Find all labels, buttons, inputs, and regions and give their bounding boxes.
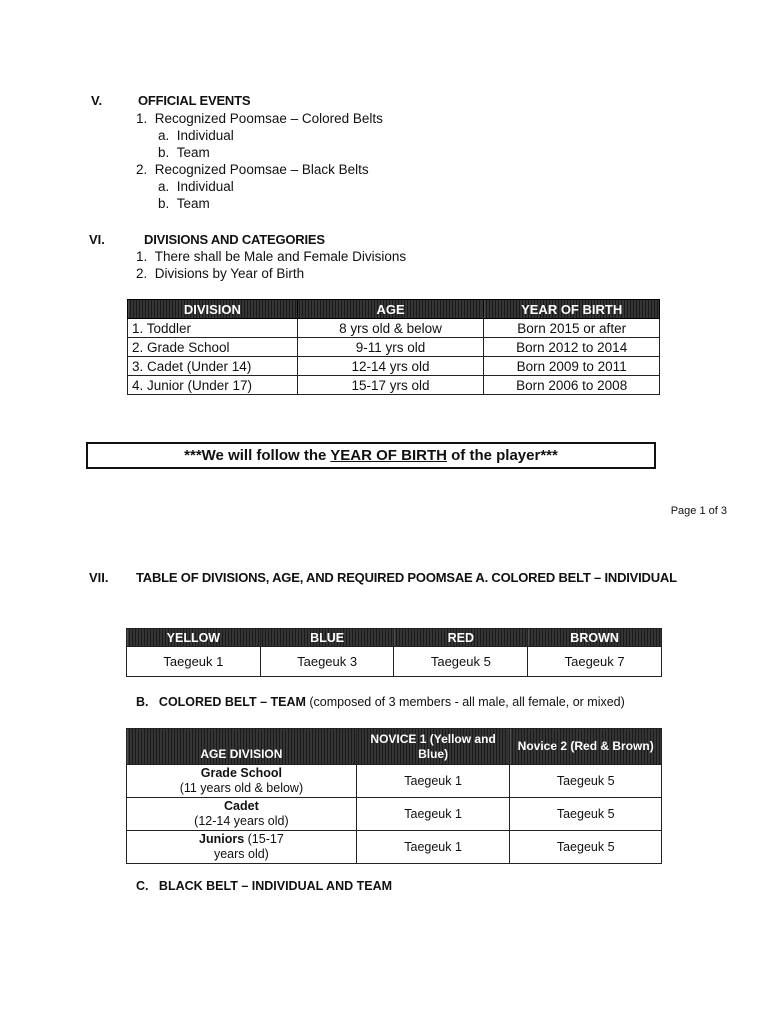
table-cell: 9-11 yrs old	[297, 338, 484, 357]
table-cell: Taegeuk 7	[528, 647, 662, 677]
table-header-row	[128, 300, 660, 319]
column-header: RED	[394, 629, 528, 647]
section-vii-title: TABLE OF DIVISIONS, AGE, AND REQUIRED POOMSAE A. COLORED BELT – INDIVIDUAL	[136, 570, 677, 585]
black-heading-label: C.	[136, 879, 149, 893]
table-row	[127, 798, 662, 831]
list-item: b. Team	[158, 145, 210, 160]
division-age: (12-14 years old)	[194, 814, 289, 828]
table-cell: 15-17 yrs old	[297, 376, 484, 395]
notice-suffix: of the player***	[446, 447, 558, 464]
column-header: BLUE	[260, 629, 394, 647]
list-item: a. Individual	[158, 179, 234, 194]
table-cell: Taegeuk 1	[356, 831, 510, 864]
table-cell: Born 2006 to 2008	[484, 376, 660, 395]
list-item: 1. Recognized Poomsae – Colored Belts	[136, 111, 383, 126]
division-age: (11 years old & below)	[179, 781, 304, 795]
year-of-birth-notice	[86, 442, 656, 469]
notice-emphasis: YEAR OF BIRTH	[330, 447, 447, 464]
list-item: b. Team	[158, 196, 210, 211]
table-cell: 12-14 yrs old	[297, 357, 484, 376]
table-cell: 8 yrs old & below	[297, 319, 484, 338]
list-item: 2. Divisions by Year of Birth	[136, 266, 305, 281]
table-row	[128, 319, 660, 338]
section-v-number: V.	[91, 93, 103, 108]
page-number: Page 1 of 3	[670, 505, 727, 517]
table-cell: Taegeuk 1	[356, 798, 510, 831]
table-cell: 3. Cadet (Under 14)	[128, 357, 298, 376]
section-vi-number: VI.	[89, 232, 105, 247]
divisions-table	[127, 299, 660, 395]
table-row	[128, 357, 660, 376]
column-header: DIVISION	[128, 300, 298, 319]
team-heading-label: B.	[136, 695, 149, 709]
column-header: NOVICE 1 (Yellow and Blue)	[356, 729, 510, 765]
table-cell: 2. Grade School	[128, 338, 298, 357]
division-name: Cadet	[224, 799, 259, 813]
column-header: AGE	[297, 300, 484, 319]
division-name: Grade School	[200, 766, 283, 780]
column-header: YELLOW	[127, 629, 261, 647]
table-row	[127, 647, 662, 677]
table-cell: Taegeuk 1	[356, 765, 510, 798]
table-cell: Born 2012 to 2014	[484, 338, 660, 357]
column-header: Novice 2 (Red & Brown)	[510, 729, 662, 765]
table-cell: 4. Junior (Under 17)	[128, 376, 298, 395]
list-item: 1. There shall be Male and Female Divisions	[136, 249, 407, 264]
table-row	[127, 765, 662, 798]
division-age: (15-17 years old)	[213, 832, 284, 861]
section-vi-title: DIVISIONS AND CATEGORIES	[144, 232, 325, 247]
team-heading-note: (composed of 3 members - all male, all female, or mixed)	[305, 695, 625, 709]
table-cell: Taegeuk 5	[394, 647, 528, 677]
table-header-row	[127, 629, 662, 647]
section-vii-number: VII.	[89, 570, 109, 585]
column-header: AGE DIVISION	[127, 729, 357, 765]
section-v-title: OFFICIAL EVENTS	[138, 93, 251, 108]
notice-prefix: ***We will follow the	[184, 447, 331, 464]
table-cell: Taegeuk 5	[510, 798, 662, 831]
table-header-row	[127, 729, 662, 765]
table-cell: Born 2015 or after	[484, 319, 660, 338]
table-cell: Taegeuk 3	[260, 647, 394, 677]
column-header: YEAR OF BIRTH	[484, 300, 660, 319]
list-item: a. Individual	[158, 128, 234, 143]
table-cell: Taegeuk 5	[510, 765, 662, 798]
table-cell: Taegeuk 1	[127, 647, 261, 677]
team-heading-title: COLORED BELT – TEAM	[158, 695, 306, 709]
age-division-cell	[127, 765, 357, 798]
list-item: 2. Recognized Poomsae – Black Belts	[136, 162, 369, 177]
age-division-cell	[127, 798, 357, 831]
age-division-cell	[127, 831, 357, 864]
table-row	[127, 831, 662, 864]
colored-belt-individual-table	[126, 628, 662, 677]
table-cell: Born 2009 to 2011	[484, 357, 660, 376]
table-row	[128, 338, 660, 357]
column-header: BROWN	[528, 629, 662, 647]
table-cell: 1. Toddler	[128, 319, 298, 338]
team-heading	[136, 695, 625, 709]
division-name: Juniors	[199, 832, 245, 846]
table-cell: Taegeuk 5	[510, 831, 662, 864]
colored-belt-team-table	[126, 728, 662, 864]
black-heading-title: BLACK BELT – INDIVIDUAL AND TEAM	[158, 879, 393, 893]
black-belt-heading	[136, 879, 392, 893]
table-row	[128, 376, 660, 395]
